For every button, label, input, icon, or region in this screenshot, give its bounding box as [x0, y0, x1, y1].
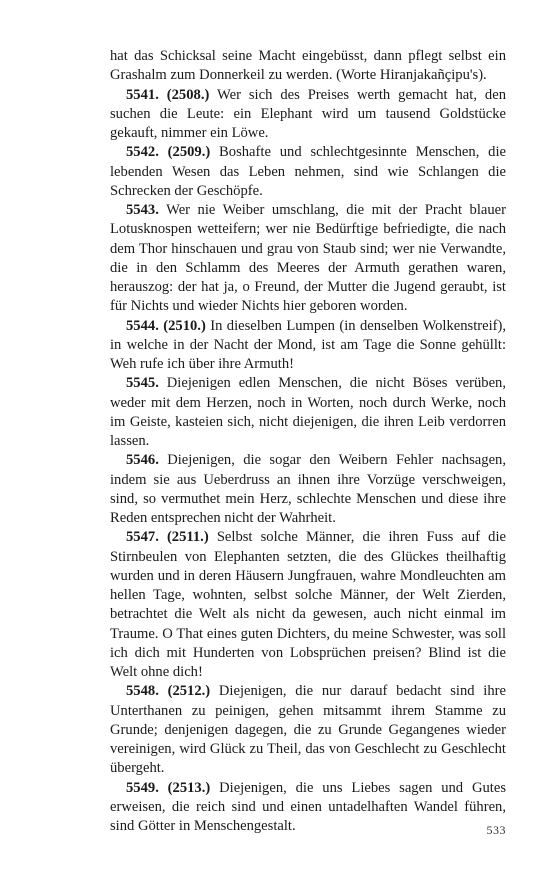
entry-5545	[110, 374, 506, 451]
entry-text: Wer nie Weiber umschlang, die mit der Pracht blauer Lotusknospen wetteifern; wer nie Bedürftige befriedigte, die nach dem Thor hinschauen und grau von Staub sind; wer nie Verwandte, die in den Schlamm des Meeres der Armuth gerathen waren, herauszog: der hat ja, o Freund, der Mutter die Jugend geraubt, ist für Nichts und wieder Nichts hier geboren worden.	[110, 202, 506, 315]
entry-text: Diejenigen, die nur darauf bedacht sind ihre Unterthanen zu peinigen, gehen mitsammt ihrem Stamme zu Grunde; denjenigen dagegen, die zu Grunde Gegangenes wieder vereinigen, wird Glück zu Theil, das von Geschlecht zu Geschlecht übergeht.	[110, 683, 506, 777]
entry-number: 5542. (2509.)	[126, 144, 211, 161]
entry-number: 5545.	[126, 375, 159, 392]
entry-number: 5549. (2513.)	[126, 779, 211, 796]
entry-number: 5546.	[126, 452, 159, 469]
entry-text: Diejenigen, die uns Liebes sagen und Gutes erweisen, die reich sind und einen untadelhaften Wandel führen, sind Götter in Menschengestalt.	[110, 779, 506, 834]
entry-5549	[110, 779, 506, 837]
entry-number: 5544. (2510.)	[126, 317, 206, 334]
entry-5543	[110, 201, 506, 317]
opening-paragraph: hat das Schicksal seine Macht eingebüsst, dann pflegt selbst ein Grashalm zum Donnerkeil zu werden. (Worte Hiranjakañçipu's).	[110, 48, 506, 84]
entry-5547	[110, 528, 506, 682]
entry-text: Diejenigen, die sogar den Weibern Fehler nachsagen, indem sie aus Ueberdruss an ihnen ihre Vorzüge verschweigen, sind, so vermuthet mein Herz, schlechte Menschen und diese ihre Reden entsprechen nicht der Wahrheit.	[110, 452, 506, 526]
entry-text: Wer sich des Preises werth gemacht hat, den suchen die Leute: ein Elephant wird um tausend Goldstücke gekauft, nimmer ein Löwe.	[110, 86, 506, 141]
entry-number: 5547. (2511.)	[126, 529, 209, 546]
entry-5541	[110, 86, 506, 144]
entry-text: Selbst solche Männer, die ihren Fuss auf die Stirnbeulen von Elephanten setzten, die des Glückes theilhaftig wurden und in deren Häusern Jungfrauen, wahre Mondleuchten am hellen Tage, wohnten, selbst solche Männer, der Welt Zierden, betrachtet die Welt als nicht da gewesen, auch nicht einmal im Traume. O That eines guten Dichters, du meine Schwester, was soll ich dich mit Hunderten von Lobsprüchen preisen? Blind ist die Welt ohne dich!	[110, 529, 506, 680]
entry-text: Diejenigen edlen Menschen, die nicht Böses verüben, weder mit dem Herzen, noch in Worten, noch durch Werke, noch im Geiste, kasteien sich, nicht diejenigen, die ihren Leib verdorren lassen.	[110, 375, 506, 449]
entry-text: In dieselben Lumpen (in denselben Wolkenstreif), in welche in der Nacht der Mond, ist am Tage die Sonne gehüllt: Weh rufe ich über ihre Armuth!	[110, 317, 507, 372]
entry-text: Boshafte und schlechtgesinnte Menschen, die lebenden Wesen das Leben nehmen, sind wie Schlangen die Schrecken der Geschöpfe.	[110, 144, 506, 199]
entry-5542	[110, 143, 506, 201]
entry-5544	[110, 317, 506, 375]
entry-5546	[110, 451, 506, 528]
page-number: 533	[486, 823, 506, 837]
entry-number: 5543.	[126, 202, 159, 218]
entry-number: 5548. (2512.)	[126, 683, 211, 700]
entry-number: 5541. (2508.)	[126, 86, 210, 103]
entry-5548	[110, 682, 506, 778]
page-text	[110, 47, 506, 836]
